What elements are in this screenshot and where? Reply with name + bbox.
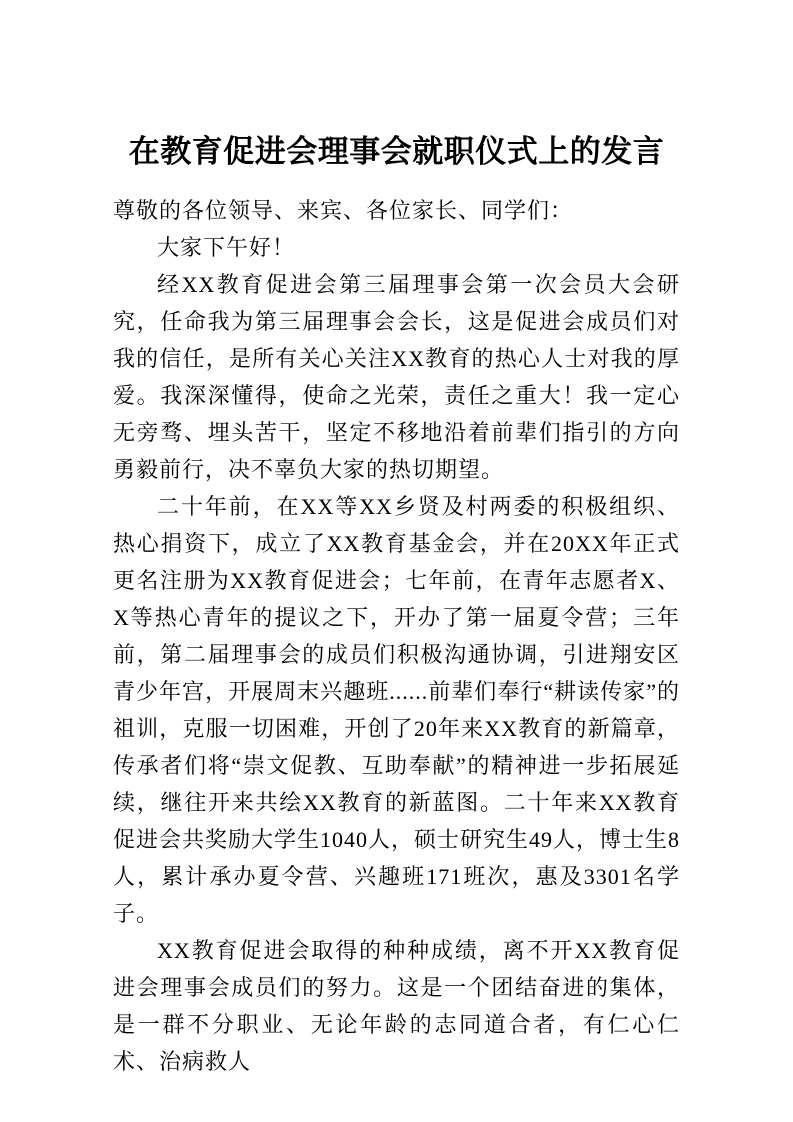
paragraph-salute: 大家下午好！ — [157, 235, 296, 260]
paragraph-history: 二十年前，在XX等XX乡贤及村两委的积极组织、热心捐资下，成立了XX教育基金会，并在20XX年正式更名注册为XX教育促进会；七年前，在青年志愿者X、X等热心青年的提议之下，开办了第一届夏令营；三年前，第二届理事会的成员们积极沟通协调，引进翔安区青少年宫，开展周末兴趣班......前辈们奉行“耕读传家”的祖训，克服一切困难，开创了20年来XX教育的新篇章，传承者们将“崇文促教、互助奉献”的精神进一步拓展延续，继往开来共绘XX教育的新蓝图。二十年来XX教育促进会共奖励大学生1040人，硕士研究生49人，博士生8人，累计承办夏令营、兴趣班171班次，惠及3301名学子。 — [113, 494, 681, 926]
paragraph-greeting: 尊敬的各位领导、来宾、各位家长、同学们： — [113, 198, 574, 223]
paragraph-appointment: 经XX教育促进会第三届理事会第一次会员大会研究，任命我为第三届理事会会长，这是促进会成员们对我的信任，是所有关心关注XX教育的热心人士对我的厚爱。我深深懂得，使命之光荣，责任之重大！我一定心无旁骛、埋头苦干，坚定不移地沿着前辈们指引的方向勇毅前行，决不辜负大家的热切期望。 — [113, 272, 680, 482]
document-title: 在教育促进会理事会就职仪式上的发言 — [128, 134, 665, 169]
paragraph-achievements: XX教育促进会取得的种种成绩，离不开XX教育促进会理事会成员们的努力。这是一个团结奋进的集体，是一群不分职业、无论年龄的志同道合者，有仁心仁术、治病救人 — [113, 938, 680, 1074]
document-content — [113, 0, 680, 1080]
